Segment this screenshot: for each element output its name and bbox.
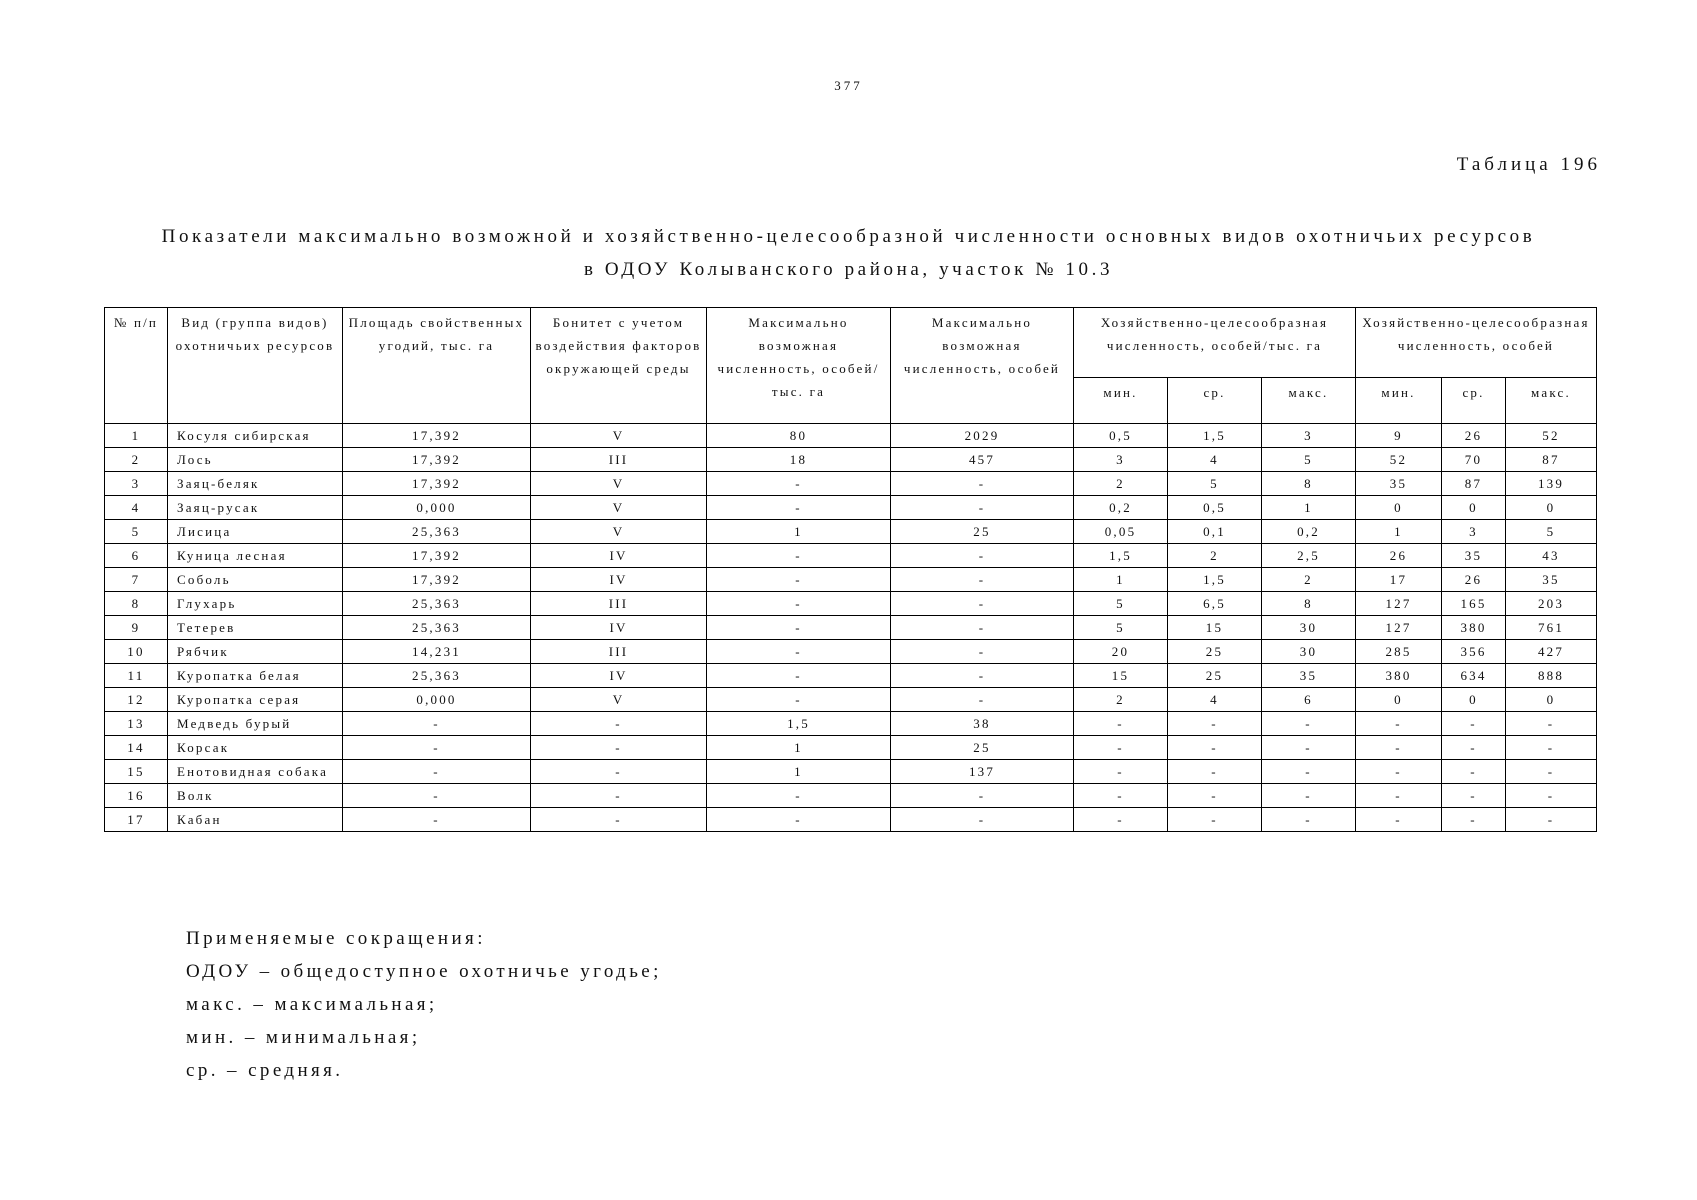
cell-max-density: 1,5 [707,712,891,736]
header-hc-density: Хозяйственно-целесообразная численность, особей/тыс. га [1074,308,1356,378]
cell-max-count: - [891,688,1074,712]
table-row [105,592,1597,616]
cell-num: 10 [105,640,168,664]
cell-num: 12 [105,688,168,712]
cell-count-avg: 70 [1442,448,1506,472]
cell-max-density: - [707,544,891,568]
cell-max-count: - [891,472,1074,496]
cell-density-max: 0,2 [1262,520,1356,544]
table-body [105,424,1597,832]
cell-count-max: 0 [1506,688,1597,712]
cell-count-max: 35 [1506,568,1597,592]
cell-density-min: 20 [1074,640,1168,664]
cell-count-max: 761 [1506,616,1597,640]
cell-count-avg: - [1442,784,1506,808]
header-bonitet: Бонитет с учетом воздействия факторов окружающей среды [531,308,707,424]
cell-count-min: - [1356,784,1442,808]
cell-density-avg: 15 [1168,616,1262,640]
cell-density-max: 8 [1262,472,1356,496]
cell-density-avg: - [1168,712,1262,736]
cell-num: 13 [105,712,168,736]
cell-density-avg: 5 [1168,472,1262,496]
cell-density-max: - [1262,712,1356,736]
cell-num: 15 [105,760,168,784]
cell-count-max: 5 [1506,520,1597,544]
cell-density-avg: 0,1 [1168,520,1262,544]
header-count-min: мин. [1356,378,1442,424]
cell-density-min: - [1074,712,1168,736]
cell-density-avg: 25 [1168,664,1262,688]
header-max-density: Максимально возможная численность, особей/тыс. га [707,308,891,424]
cell-bonitet: IV [531,616,707,640]
cell-count-avg: - [1442,760,1506,784]
cell-count-max: 139 [1506,472,1597,496]
cell-species: Лисица [168,520,343,544]
cell-max-count: - [891,544,1074,568]
cell-density-avg: - [1168,808,1262,832]
cell-density-min: 15 [1074,664,1168,688]
cell-density-max: - [1262,736,1356,760]
abbreviations-notes [186,922,662,1087]
table-row [105,808,1597,832]
cell-num: 1 [105,424,168,448]
cell-max-count: 2029 [891,424,1074,448]
cell-bonitet: V [531,472,707,496]
table-row [105,496,1597,520]
cell-area: - [343,736,531,760]
table-row [105,688,1597,712]
cell-count-avg: 0 [1442,688,1506,712]
cell-max-density: - [707,592,891,616]
note-item: ср. – средняя. [186,1060,344,1081]
cell-count-min: 380 [1356,664,1442,688]
cell-max-density: - [707,616,891,640]
cell-max-count: - [891,616,1074,640]
cell-bonitet: III [531,592,707,616]
cell-count-min: - [1356,760,1442,784]
cell-species: Лось [168,448,343,472]
cell-area: - [343,760,531,784]
cell-max-density: - [707,688,891,712]
cell-bonitet: - [531,784,707,808]
header-density-max: макс. [1262,378,1356,424]
cell-num: 8 [105,592,168,616]
cell-max-density: 80 [707,424,891,448]
cell-max-count: 25 [891,520,1074,544]
cell-area: 25,363 [343,616,531,640]
cell-max-count: - [891,784,1074,808]
cell-density-max: 8 [1262,592,1356,616]
header-num: № п/п [105,308,168,424]
cell-density-min: 5 [1074,592,1168,616]
header-count-max: макс. [1506,378,1597,424]
cell-max-count: - [891,664,1074,688]
table-row [105,568,1597,592]
cell-density-avg: 4 [1168,688,1262,712]
cell-count-max: - [1506,736,1597,760]
cell-density-avg: - [1168,736,1262,760]
header-density-avg: ср. [1168,378,1262,424]
cell-density-min: 0,5 [1074,424,1168,448]
table-row [105,424,1597,448]
cell-density-max: 2,5 [1262,544,1356,568]
cell-bonitet: III [531,448,707,472]
cell-max-density: 18 [707,448,891,472]
cell-num: 14 [105,736,168,760]
cell-count-max: 203 [1506,592,1597,616]
cell-area: 17,392 [343,448,531,472]
note-item: ОДОУ – общедоступное охотничье угодье; [186,961,662,982]
cell-max-density: - [707,568,891,592]
header-area: Площадь свойственных угодий, тыс. га [343,308,531,424]
cell-area: 17,392 [343,544,531,568]
cell-density-avg: - [1168,784,1262,808]
cell-area: - [343,808,531,832]
cell-count-max: 427 [1506,640,1597,664]
cell-density-max: 3 [1262,424,1356,448]
cell-density-min: 2 [1074,472,1168,496]
cell-max-count: 25 [891,736,1074,760]
cell-density-min: 2 [1074,688,1168,712]
cell-bonitet: IV [531,664,707,688]
cell-count-max: 888 [1506,664,1597,688]
cell-max-count: - [891,640,1074,664]
table-row [105,712,1597,736]
cell-density-min: - [1074,736,1168,760]
cell-count-avg: - [1442,736,1506,760]
header-density-min: мин. [1074,378,1168,424]
cell-bonitet: V [531,424,707,448]
cell-count-max: 87 [1506,448,1597,472]
cell-count-min: 0 [1356,688,1442,712]
cell-count-avg: 87 [1442,472,1506,496]
cell-area: 17,392 [343,568,531,592]
cell-bonitet: V [531,520,707,544]
cell-density-avg: 6,5 [1168,592,1262,616]
table-row [105,448,1597,472]
cell-max-count: - [891,568,1074,592]
cell-num: 5 [105,520,168,544]
cell-density-min: 0,05 [1074,520,1168,544]
cell-density-avg: 0,5 [1168,496,1262,520]
cell-density-max: 1 [1262,496,1356,520]
cell-count-min: 26 [1356,544,1442,568]
cell-count-avg: 26 [1442,568,1506,592]
cell-species: Куница лесная [168,544,343,568]
cell-species: Глухарь [168,592,343,616]
table-row [105,472,1597,496]
cell-density-max: - [1262,760,1356,784]
table-row [105,544,1597,568]
cell-max-count: 137 [891,760,1074,784]
cell-density-max: 30 [1262,616,1356,640]
cell-species: Куропатка белая [168,664,343,688]
cell-density-avg: 2 [1168,544,1262,568]
table-row [105,784,1597,808]
cell-area: - [343,784,531,808]
cell-count-max: 0 [1506,496,1597,520]
cell-num: 6 [105,544,168,568]
cell-density-min: - [1074,784,1168,808]
cell-bonitet: - [531,808,707,832]
cell-count-min: 127 [1356,616,1442,640]
cell-count-max: - [1506,784,1597,808]
cell-num: 3 [105,472,168,496]
cell-max-density: - [707,496,891,520]
cell-count-avg: - [1442,808,1506,832]
cell-bonitet: III [531,640,707,664]
cell-num: 17 [105,808,168,832]
cell-species: Косуля сибирская [168,424,343,448]
cell-count-max: - [1506,760,1597,784]
cell-count-max: - [1506,808,1597,832]
cell-max-count: - [891,808,1074,832]
cell-max-density: - [707,640,891,664]
cell-density-avg: - [1168,760,1262,784]
note-item: мин. – минимальная; [186,1027,421,1048]
cell-area: 0,000 [343,688,531,712]
cell-max-density: - [707,472,891,496]
cell-density-max: 2 [1262,568,1356,592]
cell-density-min: 1 [1074,568,1168,592]
cell-count-avg: 0 [1442,496,1506,520]
cell-max-density: 1 [707,760,891,784]
cell-count-min: 35 [1356,472,1442,496]
cell-area: 25,363 [343,520,531,544]
cell-species: Соболь [168,568,343,592]
cell-area: 25,363 [343,592,531,616]
table-row [105,760,1597,784]
cell-max-count: 38 [891,712,1074,736]
cell-count-min: - [1356,736,1442,760]
cell-area: 0,000 [343,496,531,520]
table-row [105,640,1597,664]
cell-num: 4 [105,496,168,520]
cell-max-density: 1 [707,736,891,760]
cell-species: Волк [168,784,343,808]
cell-max-density: 1 [707,520,891,544]
title-line-1: Показатели максимально возможной и хозяйственно-целесообразной численности основных видов охотничьих ресурсов [161,226,1536,247]
notes-heading: Применяемые сокращения: [186,928,486,949]
cell-density-min: 1,5 [1074,544,1168,568]
cell-count-avg: - [1442,712,1506,736]
cell-species: Корсак [168,736,343,760]
cell-density-min: - [1074,808,1168,832]
data-table [104,307,1597,832]
cell-area: - [343,712,531,736]
cell-max-count: - [891,496,1074,520]
cell-species: Кабан [168,808,343,832]
cell-count-min: 17 [1356,568,1442,592]
cell-count-max: 43 [1506,544,1597,568]
cell-species: Рябчик [168,640,343,664]
cell-count-max: 52 [1506,424,1597,448]
cell-count-min: 0 [1356,496,1442,520]
cell-count-max: - [1506,712,1597,736]
header-max-count: Максимально возможная численность, особей [891,308,1074,424]
cell-count-min: 52 [1356,448,1442,472]
cell-bonitet: - [531,736,707,760]
cell-density-avg: 1,5 [1168,424,1262,448]
cell-species: Медведь бурый [168,712,343,736]
cell-count-avg: 356 [1442,640,1506,664]
cell-num: 9 [105,616,168,640]
cell-bonitet: IV [531,568,707,592]
header-count-avg: ср. [1442,378,1506,424]
title-line-2: в ОДОУ Колыванского района, участок № 10.3 [583,259,1114,280]
cell-count-min: - [1356,712,1442,736]
cell-count-min: 9 [1356,424,1442,448]
cell-density-avg: 25 [1168,640,1262,664]
header-species: Вид (группа видов) охотничьих ресурсов [168,308,343,424]
cell-num: 2 [105,448,168,472]
cell-max-density: - [707,664,891,688]
cell-count-avg: 3 [1442,520,1506,544]
cell-count-avg: 634 [1442,664,1506,688]
cell-bonitet: V [531,688,707,712]
page-number: 377 [834,78,863,93]
cell-count-min: - [1356,808,1442,832]
header-hc-count: Хозяйственно-целесообразная численность, особей [1356,308,1597,378]
cell-area: 17,392 [343,472,531,496]
cell-count-avg: 380 [1442,616,1506,640]
cell-count-avg: 165 [1442,592,1506,616]
cell-species: Тетерев [168,616,343,640]
cell-bonitet: - [531,712,707,736]
cell-density-max: - [1262,784,1356,808]
cell-species: Заяц-беляк [168,472,343,496]
cell-density-max: 5 [1262,448,1356,472]
table-row [105,520,1597,544]
cell-bonitet: - [531,760,707,784]
cell-density-min: - [1074,760,1168,784]
cell-count-min: 285 [1356,640,1442,664]
table-title [80,220,1617,286]
cell-bonitet: V [531,496,707,520]
cell-density-max: 6 [1262,688,1356,712]
cell-num: 11 [105,664,168,688]
cell-max-count: - [891,592,1074,616]
cell-species: Енотовидная собака [168,760,343,784]
cell-count-avg: 35 [1442,544,1506,568]
note-item: макс. – максимальная; [186,994,438,1015]
cell-max-density: - [707,808,891,832]
cell-density-min: 5 [1074,616,1168,640]
cell-density-avg: 1,5 [1168,568,1262,592]
cell-density-max: 35 [1262,664,1356,688]
cell-max-count: 457 [891,448,1074,472]
cell-num: 16 [105,784,168,808]
cell-density-max: 30 [1262,640,1356,664]
cell-density-min: 3 [1074,448,1168,472]
cell-species: Заяц-русак [168,496,343,520]
cell-area: 14,231 [343,640,531,664]
cell-count-min: 1 [1356,520,1442,544]
cell-density-max: - [1262,808,1356,832]
cell-count-avg: 26 [1442,424,1506,448]
cell-num: 7 [105,568,168,592]
cell-density-avg: 4 [1168,448,1262,472]
cell-area: 17,392 [343,424,531,448]
cell-species: Куропатка серая [168,688,343,712]
cell-density-min: 0,2 [1074,496,1168,520]
cell-bonitet: IV [531,544,707,568]
table-row [105,616,1597,640]
table-label: Таблица 196 [1456,154,1601,175]
table-row [105,664,1597,688]
cell-max-density: - [707,784,891,808]
cell-count-min: 127 [1356,592,1442,616]
table-row [105,736,1597,760]
cell-area: 25,363 [343,664,531,688]
